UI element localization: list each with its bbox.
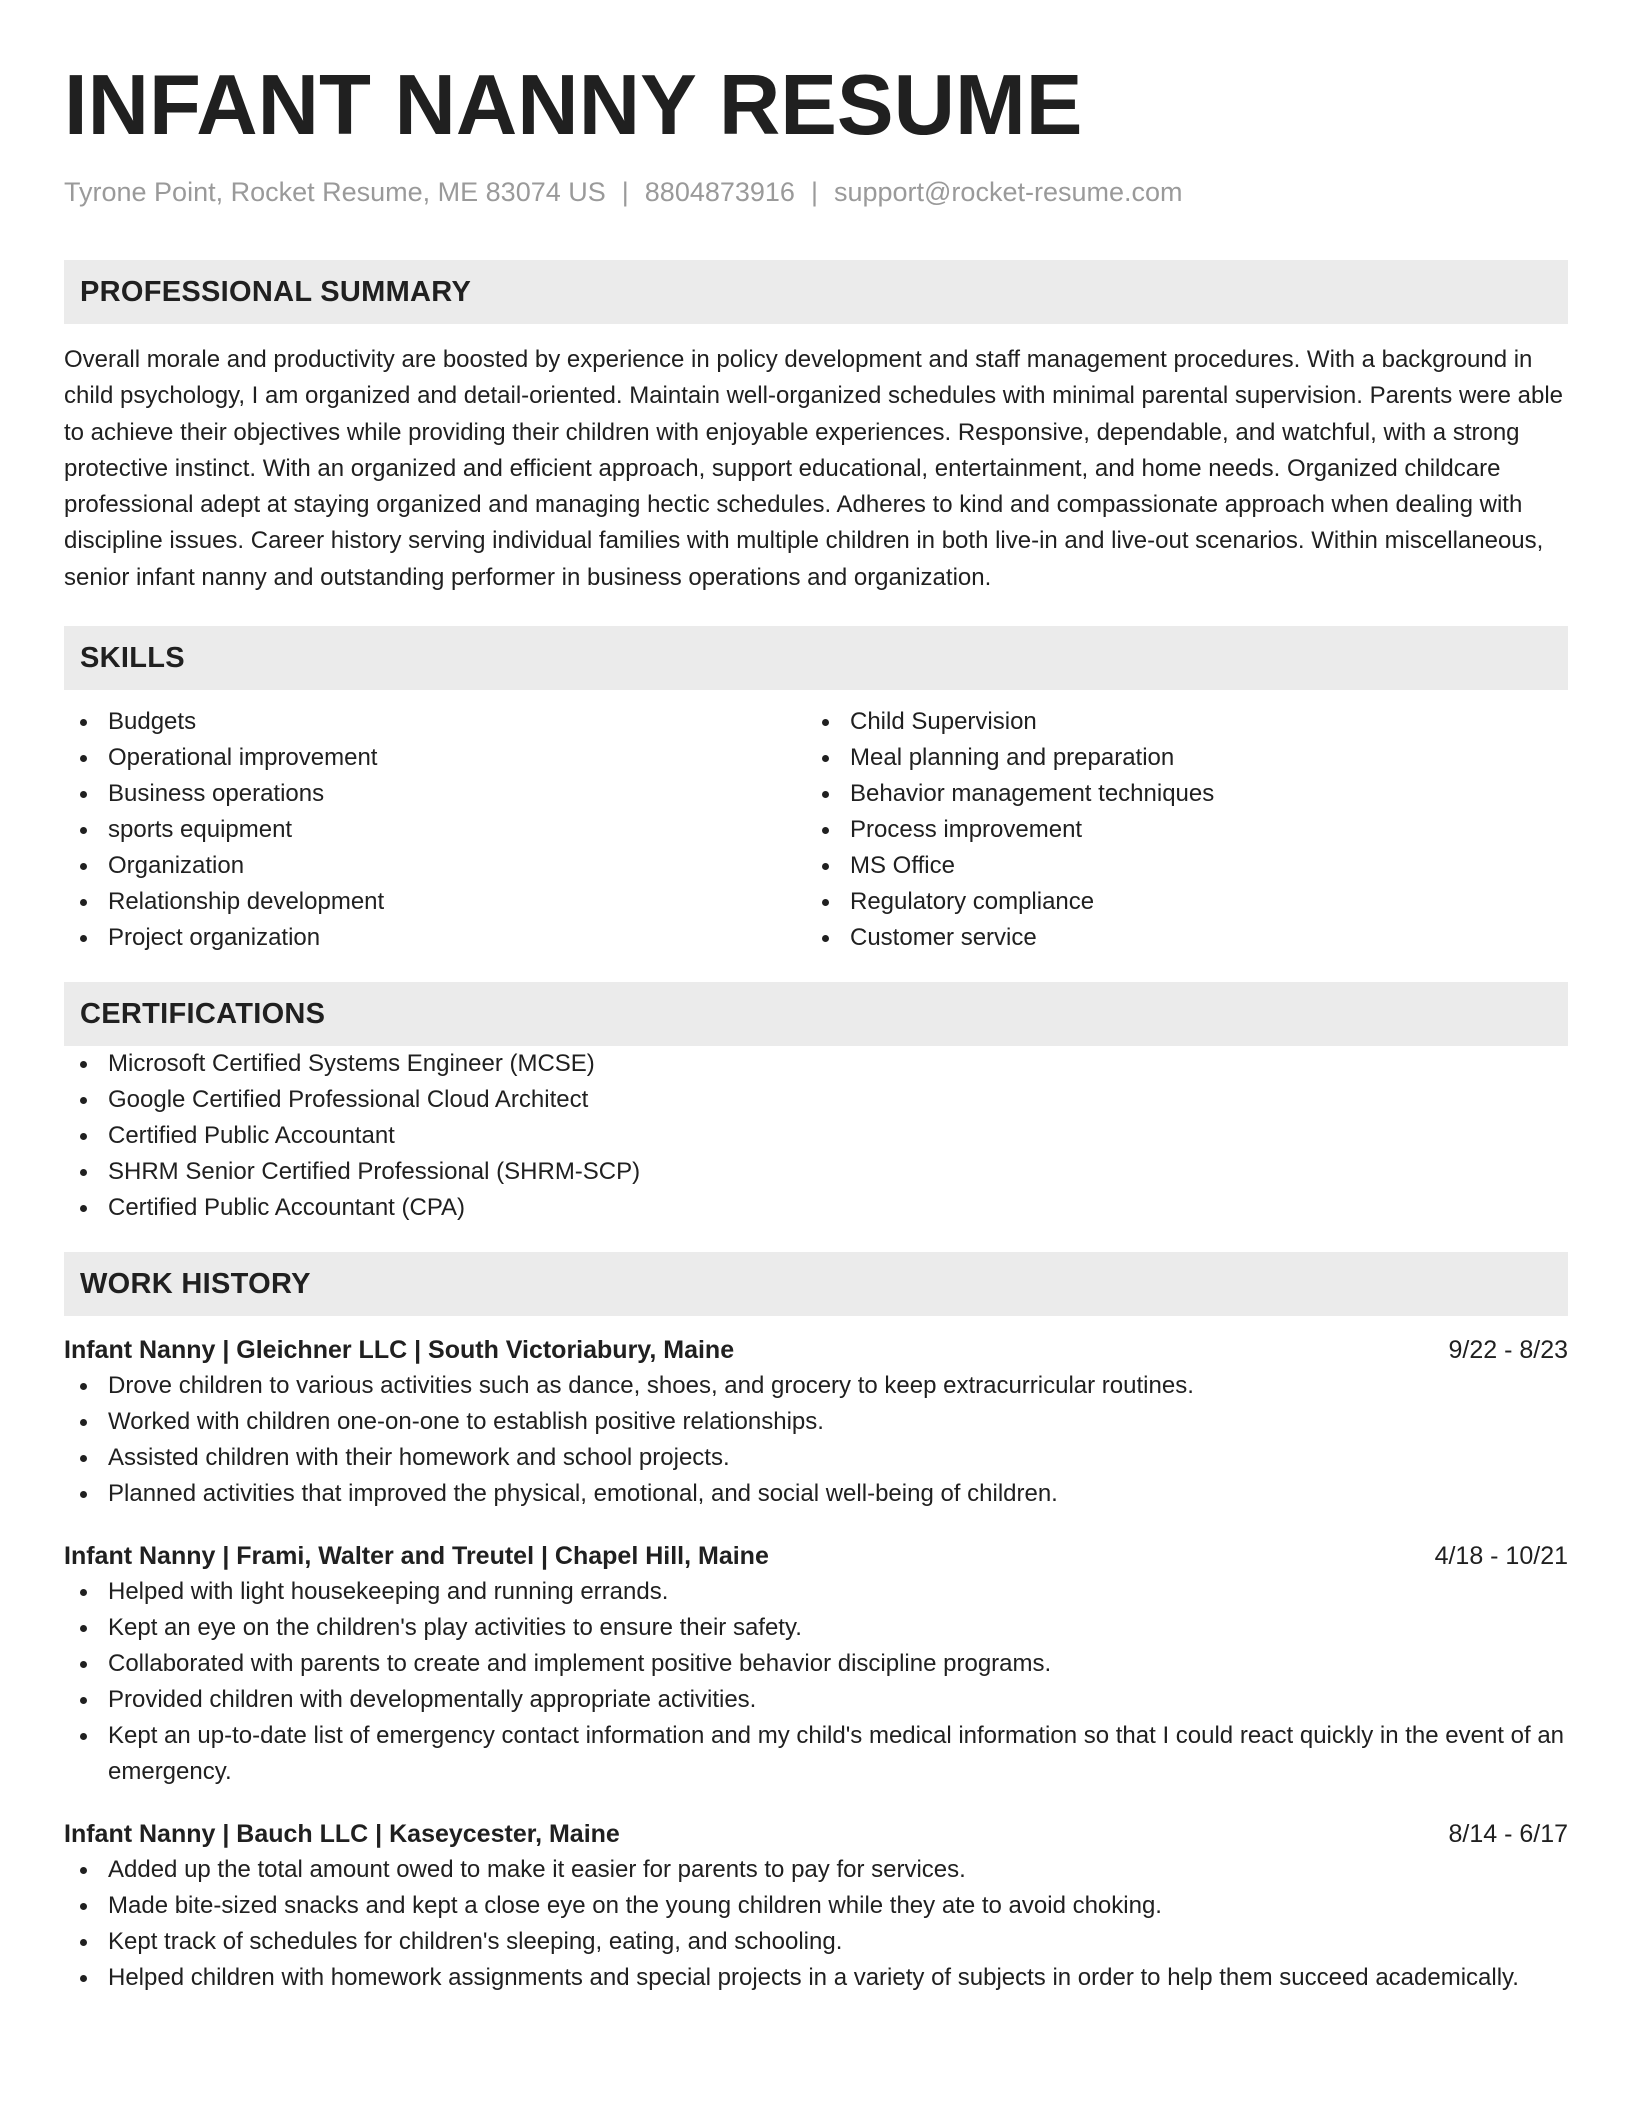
skills-column-left [64,704,806,956]
contact-separator: | [621,177,629,207]
job-dates: 8/14 - 6/17 [1448,1820,1568,1849]
job-duties-list [64,1368,1568,1512]
job-header [64,1538,1568,1574]
job-duty-item: Provided children with developmentally appropriate activities. [64,1682,1568,1718]
job-duty-item: Kept an up-to-date list of emergency contact information and my child's medical information so that I could react quickly in the event of an emergency. [64,1718,1568,1790]
section-header-summary: PROFESSIONAL SUMMARY [64,260,1568,324]
resume-title: INFANT NANNY RESUME [64,58,1083,153]
certifications-list [64,1046,1568,1226]
skill-item: Business operations [64,776,806,812]
job-header [64,1816,1568,1852]
certification-item: Certified Public Accountant [64,1118,1568,1154]
job-title: Infant Nanny | Frami, Walter and Treutel | Chapel Hill, Maine [64,1542,769,1571]
skill-item: Child Supervision [806,704,1548,740]
job-duty-item: Helped children with homework assignments and special projects in a variety of subjects in order to help them succeed academically. [64,1960,1568,1996]
skills-columns [64,704,1568,956]
job-dates: 9/22 - 8/23 [1448,1336,1568,1365]
certification-item: Certified Public Accountant (CPA) [64,1190,1568,1226]
job-entry [64,1538,1568,1790]
skill-item: Project organization [64,920,806,956]
skill-item: sports equipment [64,812,806,848]
contact-line [64,174,1568,210]
skill-item: Organization [64,848,806,884]
skill-item: Process improvement [806,812,1548,848]
certification-item: Microsoft Certified Systems Engineer (MCSE) [64,1046,1568,1082]
job-duty-item: Made bite-sized snacks and kept a close eye on the young children while they ate to avoid choking. [64,1888,1568,1924]
skill-item: Operational improvement [64,740,806,776]
job-duty-item: Helped with light housekeeping and running errands. [64,1574,1568,1610]
job-duties-list [64,1852,1568,1996]
section-header-certifications: CERTIFICATIONS [64,982,1568,1046]
job-duty-item: Kept an eye on the children's play activities to ensure their safety. [64,1610,1568,1646]
skills-column-right [806,704,1548,956]
job-duty-item: Drove children to various activities such as dance, shoes, and grocery to keep extracurricular routines. [64,1368,1568,1404]
contact-phone: 8804873916 [644,177,795,207]
job-duty-item: Kept track of schedules for children's sleeping, eating, and schooling. [64,1924,1568,1960]
job-duty-item: Assisted children with their homework and school projects. [64,1440,1568,1476]
skills-list-right [806,704,1548,956]
skill-item: Meal planning and preparation [806,740,1548,776]
job-title: Infant Nanny | Gleichner LLC | South Victoriabury, Maine [64,1336,735,1365]
section-header-work-history: WORK HISTORY [64,1252,1568,1316]
job-title: Infant Nanny | Bauch LLC | Kaseycester, Maine [64,1820,620,1849]
contact-separator: | [810,177,818,207]
skill-item: Budgets [64,704,806,740]
skills-list-left [64,704,806,956]
job-entry [64,1816,1568,1996]
job-duty-item: Planned activities that improved the physical, emotional, and social well-being of children. [64,1476,1568,1512]
summary-paragraph: Overall morale and productivity are boosted by experience in policy development and staff management procedures. With a background in child psychology, I am organized and detail-oriented. Maintain well-organized schedules with minimal parental supervision. Parents were able to achieve their objectives while providing their children with enjoyable experiences. Responsive, dependable, and watchful, with a strong protective instinct. With an organized and efficient approach, support educational, entertainment, and home needs. Organized childcare professional adept at staying organized and managing hectic schedules. Adheres to kind and compassionate approach when dealing with discipline issues. Career history serving individual families with multiple children in both live-in and live-out scenarios. Within miscellaneous, senior infant nanny and outstanding performer in business operations and organization. [64,346,1564,591]
certification-item: Google Certified Professional Cloud Architect [64,1082,1568,1118]
job-entry [64,1332,1568,1512]
section-header-skills: SKILLS [64,626,1568,690]
job-header [64,1332,1568,1368]
job-duty-item: Added up the total amount owed to make it easier for parents to pay for services. [64,1852,1568,1888]
skill-item: Customer service [806,920,1548,956]
job-dates: 4/18 - 10/21 [1434,1542,1568,1571]
job-duty-item: Worked with children one-on-one to establish positive relationships. [64,1404,1568,1440]
contact-email: support@rocket-resume.com [833,177,1183,207]
skill-item: Behavior management techniques [806,776,1548,812]
skill-item: MS Office [806,848,1548,884]
contact-address: Tyrone Point, Rocket Resume, ME 83074 US [64,177,606,207]
skill-item: Regulatory compliance [806,884,1548,920]
skill-item: Relationship development [64,884,806,920]
job-duty-item: Collaborated with parents to create and implement positive behavior discipline programs. [64,1646,1568,1682]
job-duties-list [64,1574,1568,1790]
certification-item: SHRM Senior Certified Professional (SHRM-SCP) [64,1154,1568,1190]
